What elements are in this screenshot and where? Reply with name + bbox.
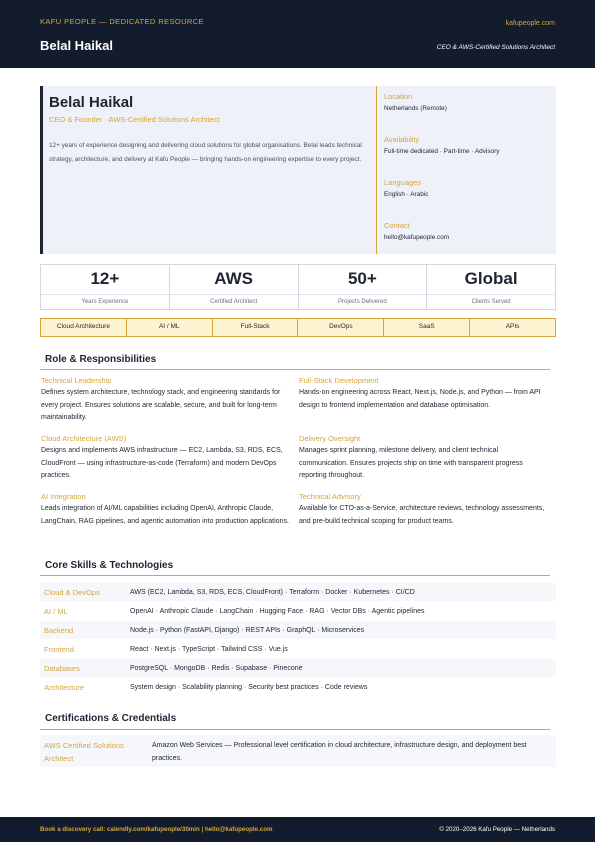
skill-list: PostgreSQL · MongoDB · Redis · Supabase · Pinecone [130,664,303,672]
role-heading: Full-Stack Development [299,376,379,385]
skill-row [40,583,556,602]
skill-row [40,621,556,640]
stat-clients [426,265,555,309]
tag-ai-ml: AI / ML [126,319,212,336]
skill-category: Databases [44,663,80,673]
stat-value: 50+ [347,269,377,288]
tag-cloud-architecture: Cloud Architecture [56,323,110,330]
footer-bar [0,817,595,842]
header-tagline: KAFU PEOPLE — DEDICATED RESOURCE [40,17,204,26]
skill-category: Architecture [44,682,85,692]
profile-summary [40,86,376,254]
stat-value: AWS [214,269,253,288]
certification-name: AWS Certified Solutions Architect [44,741,124,763]
stat-value: 12+ [90,269,120,288]
info-label-languages: Languages [384,178,422,187]
role-text: Hands-on engineering across React, Next.js, Node.js, and Python — from API design to frontend implementation and database optimisation. [299,389,541,409]
skill-category: Cloud & DevOps [44,587,100,597]
tag-saas: SaaS [383,319,469,336]
role-text: Leads integration of AI/ML capabilities including OpenAI, Anthropic Claude, LangChain, RAG pipelines, and agentic automation into production applications. [41,505,289,525]
skill-list: OpenAI · Anthropic Claude · LangChain · Hugging Face · RAG · Vector DBs · Agentic pipelines [130,607,425,615]
stat-aws [169,265,298,309]
header-name: Belal Haikal [40,38,113,53]
profile-role: CEO & Founder · AWS-Certified Solutions Architect [49,115,220,124]
skill-category: Frontend [44,644,75,654]
footer-copyright: © 2020–2026 Kafu People — Netherlands [439,826,555,833]
contact-email-link[interactable]: hello@kafupeople.com [384,234,450,241]
stat-caption: Years Experience [41,294,169,305]
certs-section-title: Certifications & Credentials [45,713,177,724]
stat-projects [298,265,427,309]
skills-section-title: Core Skills & Technologies [45,560,174,571]
skill-list: AWS (EC2, Lambda, S3, RDS, ECS, CloudFront) · Terraform · Docker · Kubernetes · CI/CD [130,588,415,596]
profile-info [376,86,556,254]
info-label-availability: Availability [384,135,420,144]
skill-row [40,659,556,678]
skill-list: React · Next.js · TypeScript · Tailwind CSS · Vue.js [130,645,288,653]
tag-apis: APIs [469,319,555,336]
stat-caption: Certified Architect [170,294,298,305]
skill-row [40,640,556,659]
role-text: Available for CTO-as-a-Service, architecture reviews, technology assessments, and pre-build technical scoping for product teams. [299,505,545,525]
role-text: Manages sprint planning, milestone delivery, and client technical communication. Ensures projects ship on time with transparent progress reporting throughout. [299,447,523,479]
certs-section-divider [40,729,550,730]
skill-row [40,678,556,697]
skills-table [40,583,556,697]
role-heading: Technical Advisory [299,492,361,501]
certification-row [40,735,556,767]
info-label-contact: Contact [384,221,410,230]
skill-list: Node.js · Python (FastAPI, Django) · REST APIs · GraphQL · Microservices [130,626,365,634]
footer-booking-link[interactable]: Book a discovery call: calendly.com/kafupeople/30min | hello@kafupeople.com [40,826,273,833]
tag-full-stack: Full-Stack [212,319,298,336]
roles-section-divider [40,369,550,370]
info-value-availability: Full-time dedicated · Part-time · Advisory [384,148,500,155]
stat-value: Global [464,269,518,288]
skill-category: AI / ML [44,606,68,616]
info-label-location: Location [384,92,413,101]
certification-description: Amazon Web Services — Professional level certification in cloud architecture, infrastructure design, and deployment best practices. [152,742,527,762]
role-heading: Delivery Oversight [299,434,361,443]
info-value-languages: English · Arabic [384,191,429,198]
profile-card [40,86,556,254]
profile-name: Belal Haikal [49,94,134,111]
stats-strip [40,264,556,310]
stat-caption: Clients Served [427,294,555,305]
skill-row [40,602,556,621]
role-text: Defines system architecture, technology stack, and engineering standards for every project. Ensures solutions are scalable, secure, and built for long-term maintainability. [41,389,281,421]
website-link[interactable]: kafupeople.com [505,20,555,27]
role-heading: AI Integration [41,492,86,501]
skill-list: System design · Scalability planning · Security best practices · Code reviews [130,683,368,691]
role-heading: Cloud Architecture (AWS) [41,434,127,443]
expertise-tags [40,318,556,337]
skill-category: Backend [44,625,74,635]
skills-section-divider [40,575,550,576]
header-bar [0,0,595,68]
role-heading: Technical Leadership [41,376,112,385]
info-value-location: Netherlands (Remote) [384,105,447,112]
roles-section-title: Role & Responsibilities [45,354,157,365]
header-role: CEO & AWS-Certified Solutions Architect [436,44,555,51]
role-text: Designs and implements AWS infrastructure — EC2, Lambda, S3, RDS, ECS, CloudFront — using infrastructure-as-code (Terraform) and modern DevOps practices. [41,447,283,479]
stat-years [41,265,169,309]
tag-devops: DevOps [297,319,383,336]
stat-caption: Projects Delivered [299,294,427,305]
profile-bio: 12+ years of experience designing and delivering cloud solutions for global organisations. Belal leads technical strategy, architecture, and delivery at Kafu People — bringing hands-on engineering expertise to every project. [49,142,362,163]
